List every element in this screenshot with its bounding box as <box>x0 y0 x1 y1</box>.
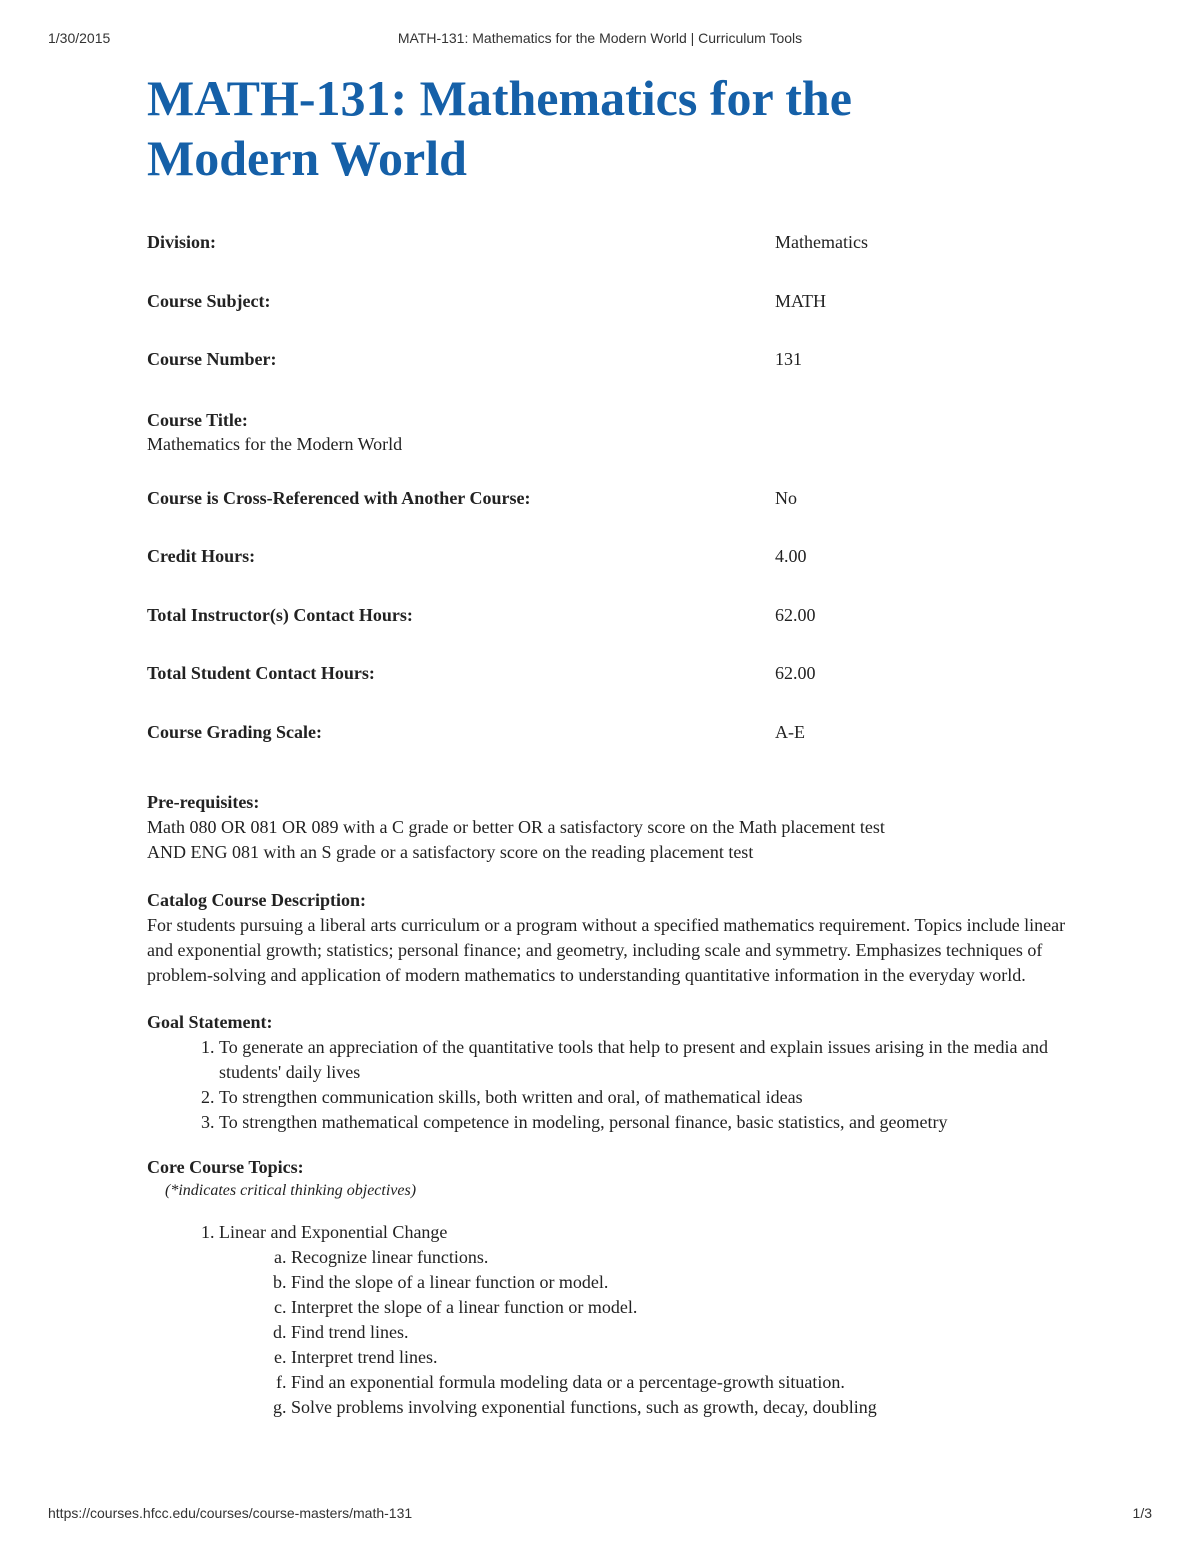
print-header <box>48 30 1152 50</box>
field-value: Mathematics <box>775 232 868 252</box>
core-topics-section <box>147 1155 1067 1420</box>
section-heading: Catalog Course Description: <box>147 890 366 910</box>
print-footer <box>48 1505 1152 1525</box>
page-number: 1/3 <box>1132 1505 1152 1521</box>
page-title: MATH-131: Mathematics for the Modern World <box>147 70 852 186</box>
print-date: 1/30/2015 <box>48 30 111 46</box>
field-value: Mathematics for the Modern World <box>147 433 403 454</box>
goal-statement-section <box>147 1010 1067 1135</box>
list-item: 1. To generate an appreciation of the quantitative tools that help to present and explain issues arising in the media and students' daily lives <box>219 1035 1067 1085</box>
list-item: c. Interpret the slope of a linear function or model. <box>291 1295 1067 1320</box>
goal-list <box>147 1035 1067 1135</box>
prerequisites-section <box>147 790 1067 865</box>
course-fields <box>147 224 1067 772</box>
catalog-description-section <box>147 888 1067 988</box>
field-value: 62.00 <box>775 604 816 625</box>
field-label: Course Number: <box>147 349 277 369</box>
field-label: Credit Hours: <box>147 546 256 566</box>
list-item: 2. To strengthen communication skills, both written and oral, of mathematical ideas <box>219 1085 1067 1110</box>
catalog-description-text: For students pursuing a liberal arts curriculum or a program without a specified mathematics requirement. Topics include linear and exponential growth; statistics; personal finance; and geometry, including scale and symmetry. Emphasizes techniques of problem-solving and application of modern mathematics to understanding quantitative information in the everyday world. <box>147 915 1066 985</box>
field-value: 131 <box>775 349 802 369</box>
print-document-title: MATH-131: Mathematics for the Modern World | Curriculum Tools <box>397 30 803 46</box>
field-grading-scale <box>147 714 1067 773</box>
field-value: A-E <box>775 721 805 742</box>
subtopic-list <box>219 1245 1067 1420</box>
field-instructor-contact-hours <box>147 597 1067 656</box>
page-url: https://courses.hfcc.edu/courses/course-masters/math-131 <box>48 1505 413 1521</box>
prerequisites-line: AND ENG 081 with an S grade or a satisfactory score on the reading placement test <box>147 842 754 862</box>
section-heading: Pre-requisites: <box>147 792 260 812</box>
field-credit-hours <box>147 538 1067 597</box>
field-label: Course is Cross-Referenced with Another Course: <box>147 487 531 508</box>
field-label: Course Grading Scale: <box>147 721 322 742</box>
field-label: Total Instructor(s) Contact Hours: <box>147 604 413 625</box>
field-label: Course Subject: <box>147 290 271 311</box>
field-label: Division: <box>147 232 217 252</box>
section-heading: Goal Statement: <box>147 1012 273 1032</box>
list-item: f. Find an exponential formula modeling data or a percentage-growth situation. <box>291 1370 1067 1395</box>
field-course-subject <box>147 283 1067 342</box>
field-value: 62.00 <box>775 663 816 683</box>
list-item: d. Find trend lines. <box>291 1320 1067 1345</box>
field-course-title <box>147 408 1067 456</box>
course-master-content <box>147 68 1067 1420</box>
field-course-number <box>147 341 1067 400</box>
field-cross-referenced <box>147 480 1067 539</box>
section-heading: Core Course Topics: <box>147 1157 304 1177</box>
field-label: Total Student Contact Hours: <box>147 663 375 683</box>
list-item: a. Recognize linear functions. <box>291 1245 1067 1270</box>
field-label: Course Title: <box>147 409 248 430</box>
prerequisites-line: Math 080 OR 081 OR 089 with a C grade or better OR a satisfactory score on the Math placement test <box>147 817 885 837</box>
field-value: 4.00 <box>775 546 807 566</box>
list-item: 3. To strengthen mathematical competence in modeling, personal finance, basic statistics, and geometry <box>219 1110 1067 1135</box>
critical-thinking-note: (*indicates critical thinking objectives) <box>165 1182 417 1199</box>
list-item: e. Interpret trend lines. <box>291 1345 1067 1370</box>
field-value: MATH <box>775 290 827 311</box>
topic-label: Linear and Exponential Change <box>219 1222 448 1242</box>
field-student-contact-hours <box>147 655 1067 714</box>
list-item: g. Solve problems involving exponential functions, such as growth, decay, doubling <box>291 1395 1067 1420</box>
list-item: b. Find the slope of a linear function or model. <box>291 1270 1067 1295</box>
field-value: No <box>775 487 797 508</box>
topic-list <box>147 1220 1067 1420</box>
topic-item <box>219 1220 1067 1420</box>
field-division <box>147 224 1067 283</box>
